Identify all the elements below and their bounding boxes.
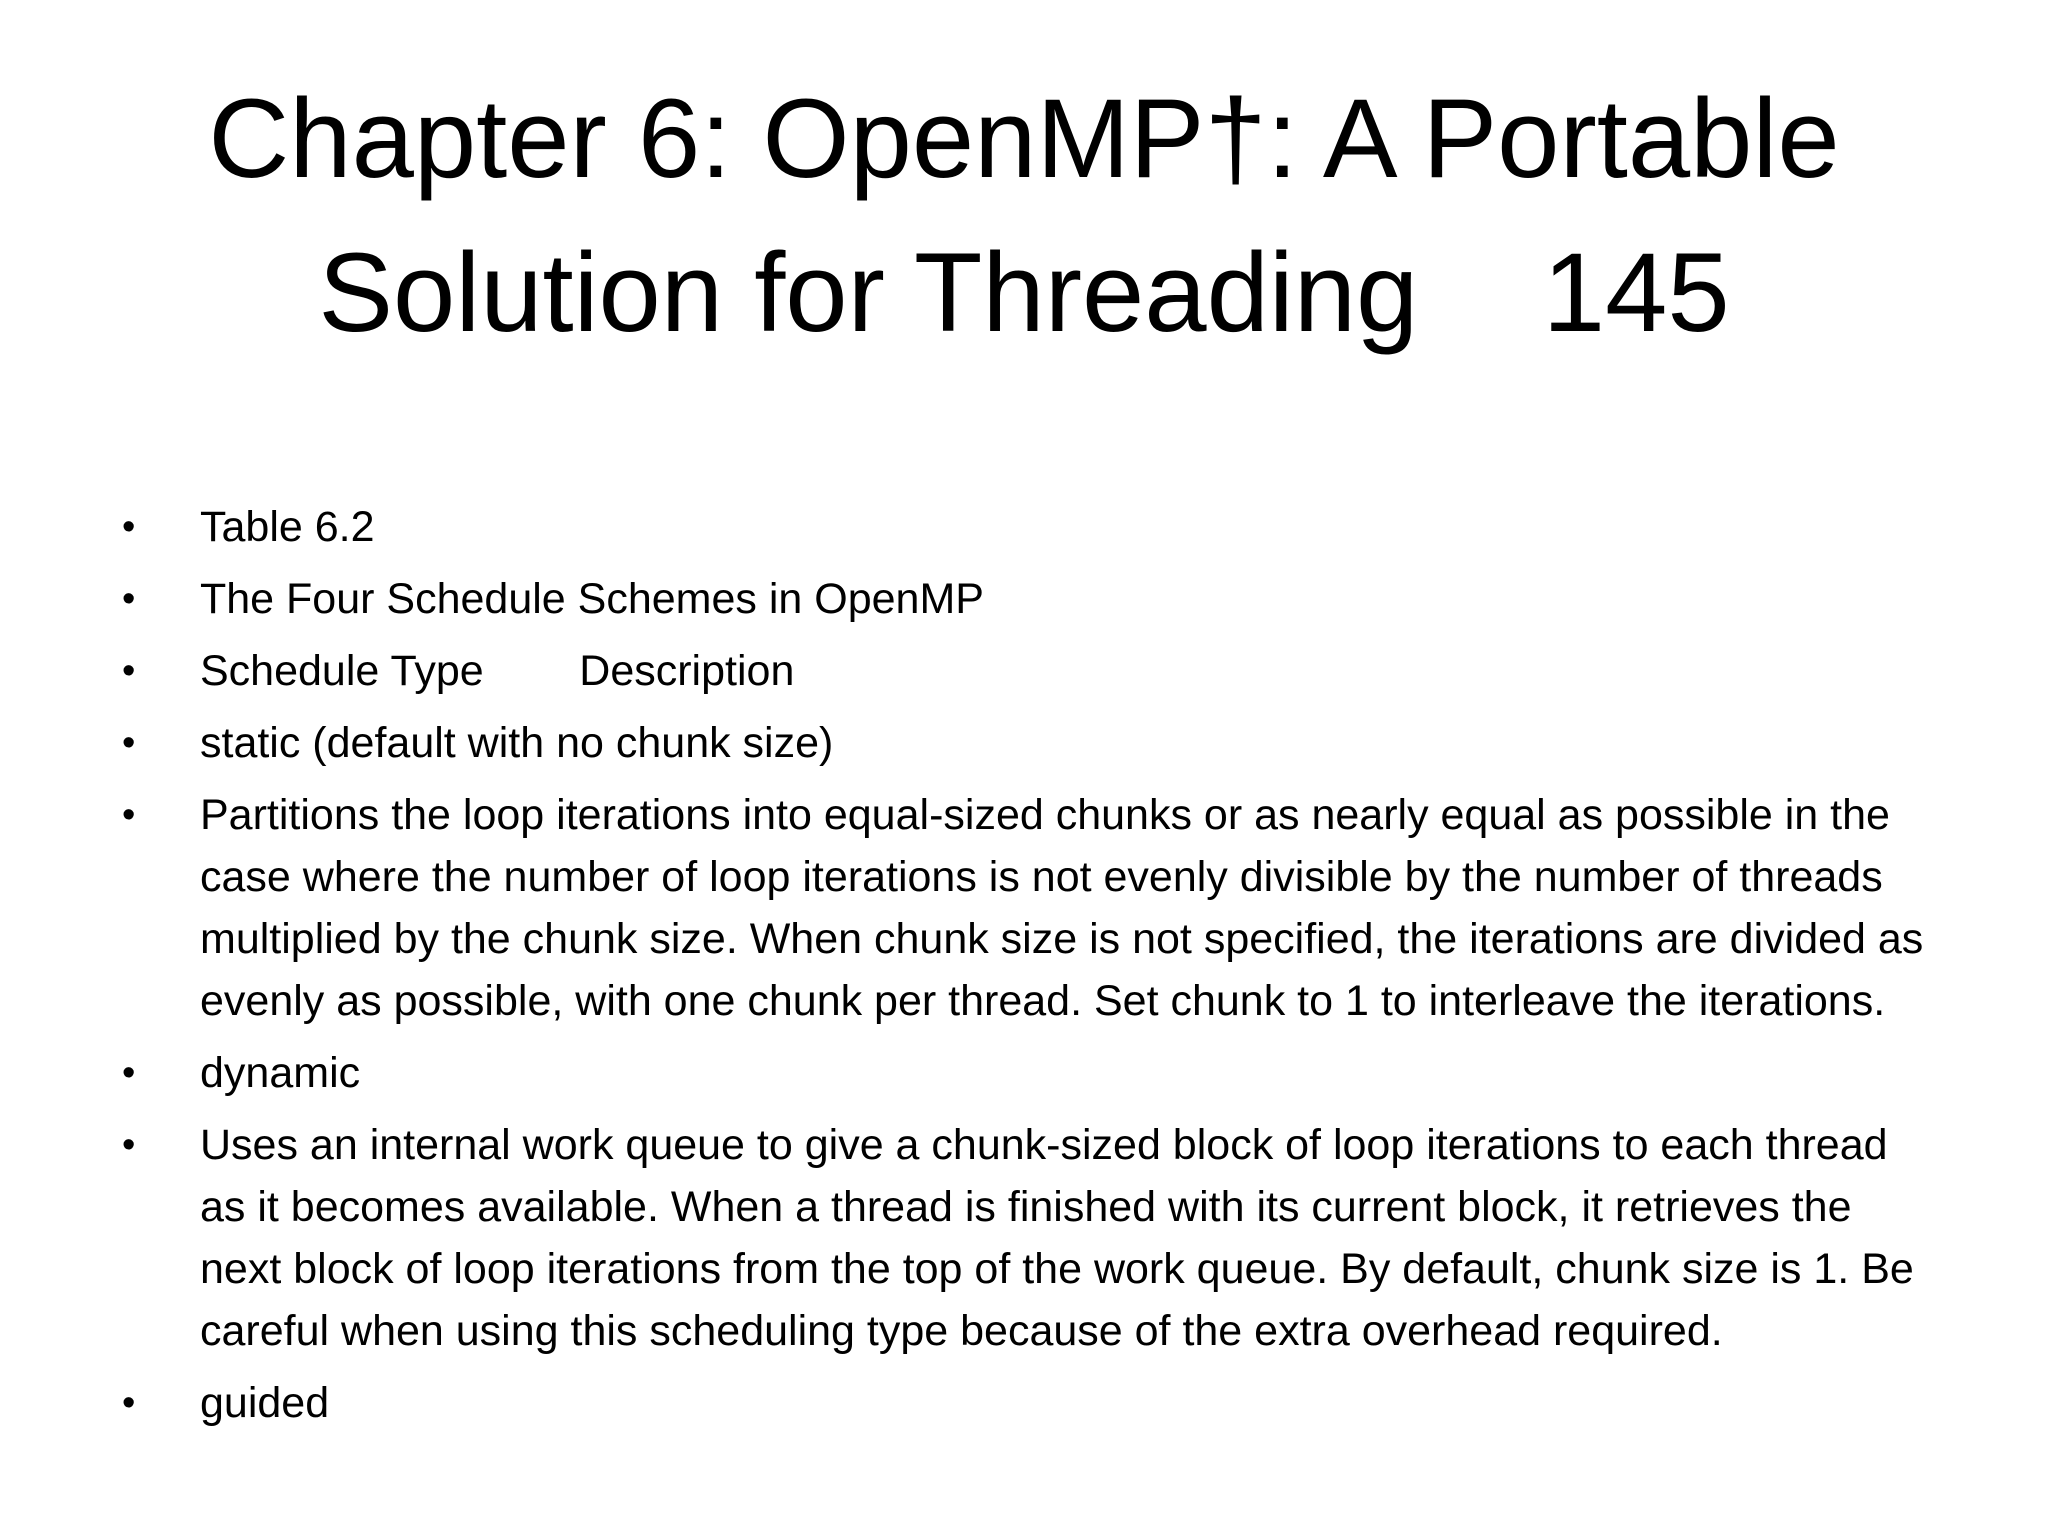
- bullet-list: [200, 496, 1940, 1444]
- bullet-item: • Table 6.2: [200, 496, 1940, 558]
- bullet-item: • guided: [200, 1372, 1940, 1434]
- bullet-item: • Partitions the loop iterations into equal-sized chunks or as nearly equal as possible in the case where the number of loop iterations is not evenly divisible by the number of threads multiplied by the chunk size. When chunk size is not specified, the iterations are divided as evenly as possible, with one chunk per thread. Set chunk to 1 to interleave the iterations.: [200, 784, 1940, 1032]
- bullet-item: • Uses an internal work queue to give a chunk-sized block of loop iterations to each thread as it becomes available. When a thread is finished with its current block, it retrieves the next block of loop iterations from the top of the work queue. By default, chunk size is 1. Be careful when using this scheduling type because of the extra overhead required.: [200, 1114, 1940, 1362]
- bullet-item: • The Four Schedule Schemes in OpenMP: [200, 568, 1940, 630]
- slide-title: Chapter 6: OpenMP†: A Portable Solution for Threading 145: [208, 76, 1871, 355]
- bullet-item: • Schedule Type Description: [200, 640, 1940, 702]
- bullet-item: • static (default with no chunk size): [200, 712, 1940, 774]
- bullet-item: • dynamic: [200, 1042, 1940, 1104]
